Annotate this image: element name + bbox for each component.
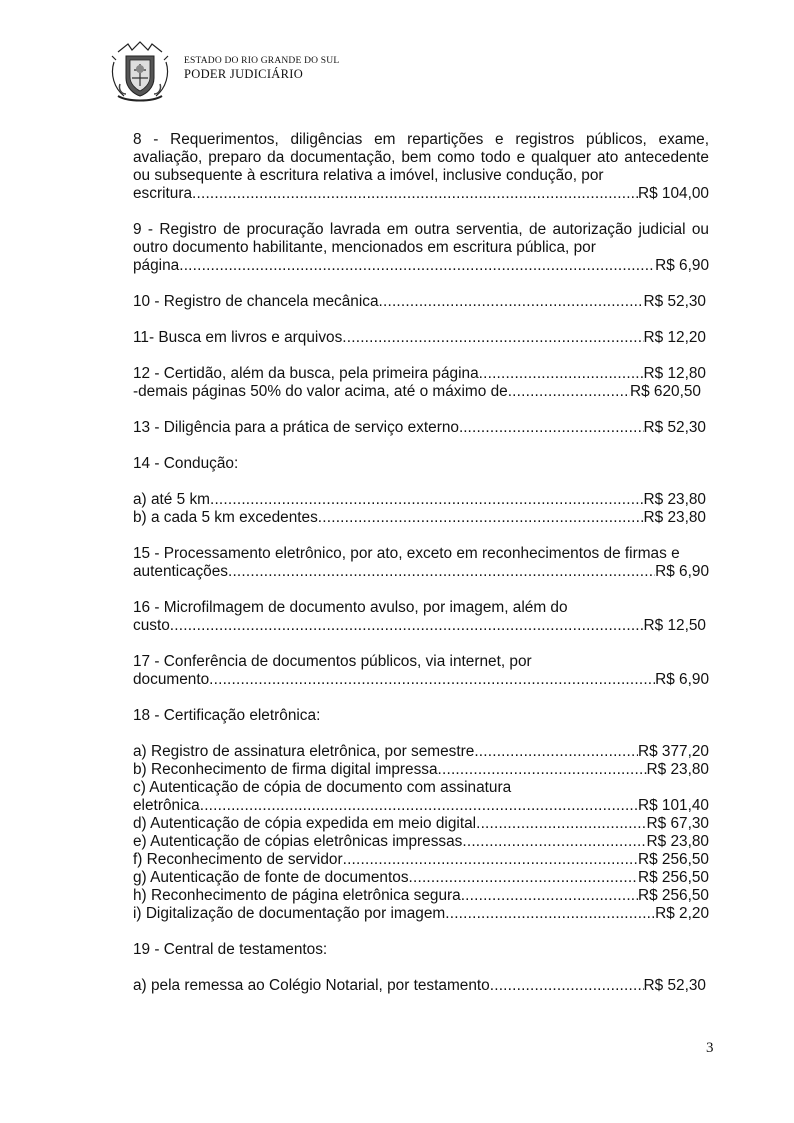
dot-leader	[179, 257, 655, 275]
item-11-value: R$ 12,20	[643, 329, 706, 346]
dot-leader	[462, 833, 646, 851]
item-9-text: 9 - Registro de procuração lavrada em outra serventia, de autorização judicial ou outro documento habilitante, mencionados em escritura pública, por	[133, 221, 709, 256]
item-17	[133, 653, 709, 689]
item-12-sub-value: R$ 620,50	[629, 383, 701, 400]
item-14-title: 14 - Condução:	[133, 455, 239, 472]
item-11-lead: 11- Busca em livros e arquivos	[133, 329, 343, 346]
state-coat-of-arms-icon	[108, 38, 172, 104]
item-16	[133, 599, 709, 635]
item-13-value: R$ 52,30	[643, 419, 706, 436]
item-18-d	[133, 815, 709, 833]
dot-leader	[200, 797, 638, 815]
item-16-value: R$ 12,50	[643, 617, 706, 634]
dot-leader	[379, 293, 644, 311]
item-11	[133, 329, 706, 347]
dot-leader	[318, 509, 644, 527]
item-18-i	[133, 905, 709, 923]
page-header	[108, 38, 448, 108]
item-17-text: 17 - Conferência de documentos públicos, via internet, por	[133, 653, 532, 670]
item-18-g	[133, 869, 709, 887]
item-18-d-value: R$ 67,30	[646, 815, 709, 832]
item-14-a-value: R$ 23,80	[643, 491, 706, 508]
branch-name: PODER JUDICIÁRIO	[184, 67, 304, 81]
dot-leader	[409, 869, 638, 887]
item-18-e-value: R$ 23,80	[646, 833, 709, 850]
item-18-h	[133, 887, 709, 905]
item-9-lead: página	[133, 257, 180, 274]
dot-leader	[438, 761, 647, 779]
dot-leader	[479, 365, 644, 383]
dot-leader	[192, 185, 638, 203]
item-18-b-value: R$ 23,80	[646, 761, 709, 778]
item-14-b-lead: b) a cada 5 km excedentes	[133, 509, 318, 526]
item-12-sub-lead: -demais páginas 50% do valor acima, até o máximo de	[133, 383, 508, 400]
item-14-b	[133, 509, 706, 527]
organization-name	[184, 56, 339, 82]
item-8-value: R$ 104,00	[637, 185, 709, 202]
page-number: 3	[706, 1040, 714, 1056]
dot-leader	[228, 563, 655, 581]
item-18-f-value: R$ 256,50	[637, 851, 709, 868]
item-18-i-lead: i) Digitalização de documentação por imagem	[133, 905, 446, 922]
item-14-b-value: R$ 23,80	[643, 509, 706, 526]
item-8-line	[133, 185, 709, 203]
item-18-a-value: R$ 377,20	[637, 743, 709, 760]
item-8	[133, 131, 709, 203]
item-18-i-value: R$ 2,20	[655, 905, 709, 922]
dot-leader	[170, 617, 644, 635]
item-13	[133, 419, 706, 437]
item-18-h-value: R$ 256,50	[637, 887, 709, 904]
dot-leader	[209, 671, 655, 689]
fee-schedule	[133, 131, 709, 995]
item-18-c-text: c) Autenticação de cópia de documento com assinatura	[133, 779, 512, 796]
item-19-title: 19 - Central de testamentos:	[133, 941, 328, 958]
dot-leader	[474, 743, 638, 761]
item-16-lead: custo	[133, 617, 170, 634]
item-18-c	[133, 797, 709, 815]
dot-leader	[508, 383, 630, 401]
dot-leader	[445, 905, 655, 923]
item-18-a-lead: a) Registro de assinatura eletrônica, por semestre	[133, 743, 475, 760]
item-15-text: 15 - Processamento eletrônico, por ato, exceto em reconhecimentos de firmas e	[133, 545, 680, 562]
item-18-h-lead: h) Reconhecimento de página eletrônica segura	[133, 887, 461, 904]
item-18-f	[133, 851, 709, 869]
item-15-lead: autenticações	[133, 563, 228, 580]
item-12-value: R$ 12,80	[643, 365, 706, 382]
item-19-a-value: R$ 52,30	[643, 977, 706, 994]
state-name: ESTADO DO RIO GRANDE DO SUL	[184, 56, 340, 66]
dot-leader	[210, 491, 644, 509]
item-17-line	[133, 671, 709, 689]
item-17-value: R$ 6,90	[655, 671, 709, 688]
item-9	[133, 221, 709, 275]
item-18-c-lead: eletrônica	[133, 797, 200, 814]
item-10	[133, 293, 706, 311]
item-12-lead: 12 - Certidão, além da busca, pela primeira página	[133, 365, 479, 382]
item-18-b	[133, 761, 709, 779]
item-16-line	[133, 617, 706, 635]
item-14-a	[133, 491, 706, 509]
item-17-lead: documento	[133, 671, 210, 688]
item-18-e	[133, 833, 709, 851]
item-18-b-lead: b) Reconhecimento de firma digital impressa	[133, 761, 438, 778]
dot-leader	[490, 977, 644, 995]
item-18-e-lead: e) Autenticação de cópias eletrônicas impressas	[133, 833, 463, 850]
item-19-a	[133, 977, 706, 995]
item-12	[133, 365, 706, 383]
item-15-line	[133, 563, 709, 581]
item-18-g-lead: g) Autenticação de fonte de documentos	[133, 869, 409, 886]
item-14-a-lead: a) até 5 km	[133, 491, 210, 508]
dot-leader	[342, 329, 643, 347]
item-15-value: R$ 6,90	[655, 563, 709, 580]
dot-leader	[476, 815, 646, 833]
item-9-line	[133, 257, 709, 275]
item-10-lead: 10 - Registro de chancela mecânica	[133, 293, 379, 310]
item-18-a	[133, 743, 709, 761]
item-18-g-value: R$ 256,50	[637, 869, 709, 886]
item-8-lead: escritura	[133, 185, 193, 202]
item-8-text: 8 - Requerimentos, diligências em repartições e registros públicos, exame, avaliação, preparo da documentação, bem como todo e qualquer ato antecedente ou subsequente à escritura relativa a imóvel, inclusive condução, por	[133, 131, 709, 184]
item-18-f-lead: f) Reconhecimento de servidor	[133, 851, 343, 868]
item-18-c-value: R$ 101,40	[637, 797, 709, 814]
item-13-lead: 13 - Diligência para a prática de serviço externo..	[133, 419, 468, 436]
dot-leader	[343, 851, 638, 869]
item-10-value: R$ 52,30	[643, 293, 706, 310]
dot-leader	[468, 419, 644, 437]
dot-leader	[461, 887, 638, 905]
item-16-text: 16 - Microfilmagem de documento avulso, por imagem, além do	[133, 599, 568, 616]
item-19-a-lead: a) pela remessa ao Colégio Notarial, por testamento	[133, 977, 490, 994]
item-9-value: R$ 6,90	[655, 257, 709, 274]
item-18-title: 18 - Certificação eletrônica:	[133, 707, 321, 724]
item-18-d-lead: d) Autenticação de cópia expedida em meio digital	[133, 815, 477, 832]
item-12-sub	[133, 383, 701, 401]
item-15	[133, 545, 709, 581]
